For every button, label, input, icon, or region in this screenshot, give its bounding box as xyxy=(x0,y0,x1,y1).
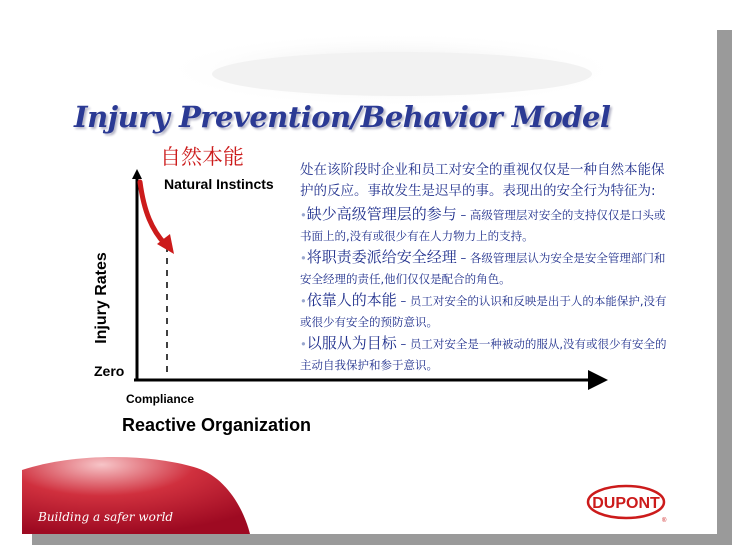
bullet-description: 各级管理层认为安全是安全管理部门和安全经理的责任,他们仅仅是配合的角色。 xyxy=(300,251,666,286)
natural-instincts-label: Natural Instincts xyxy=(164,176,274,192)
bullet-heading: 依靠人的本能 xyxy=(306,291,397,309)
reactive-organization-caption: Reactive Organization xyxy=(122,415,312,435)
bullet-description: 员工对安全的认识和反映是出于人的本能保护,没有或很少有安全的预防意识。 xyxy=(300,294,667,329)
bullet-heading: 将职责委派给安全经理 xyxy=(306,248,457,266)
intro-paragraph: 处在该阶段时企业和员工对安全的重视仅仅是一种自然本能保护的反应。事故发生是迟早的事。表现出的安全行为特征为: xyxy=(300,162,665,199)
chinese-label: 自然本能 xyxy=(160,145,244,169)
zero-label: Zero xyxy=(94,363,125,379)
dupont-logo xyxy=(586,483,668,523)
logo-text: DUPONT xyxy=(592,495,660,512)
footer-tagline: Building a safer world xyxy=(38,510,174,524)
bullet-item: •依靠人的本能 – 员工对安全的认识和反映是出于人的本能保护,没有或很少有安全的预防意识。 xyxy=(300,291,667,329)
compliance-label: Compliance xyxy=(126,392,195,406)
slide-title: Injury Prevention/Behavior Model xyxy=(74,100,611,134)
bullet-description: 员工对安全是一种被动的服从,没有或很少有安全的主动自我保护和参于意识。 xyxy=(300,337,667,372)
description-text xyxy=(300,160,672,376)
bullet-item: •以服从为目标 – 员工对安全是一种被动的服从,没有或很少有安全的主动自我保护和参于意识。 xyxy=(300,334,667,372)
slide xyxy=(22,22,717,534)
registered-mark: ® xyxy=(662,518,667,523)
y-axis-label: Injury Rates xyxy=(93,252,110,344)
bullet-heading: 以服从为目标 xyxy=(306,334,397,352)
bullet-item: •缺少高级管理层的参与 – 高级管理层对安全的支持仅仅是口头或书面上的,没有或很少有在人力物力上的支持。 xyxy=(300,205,666,243)
bullet-heading: 缺少高级管理层的参与 xyxy=(306,205,457,223)
bullet-description: 高级管理层对安全的支持仅仅是口头或书面上的,没有或很少有在人力物力上的支持。 xyxy=(300,208,666,243)
bullet-item: •将职责委派给安全经理 – 各级管理层认为安全是安全管理部门和安全经理的责任,他们仅仅是配合的角色。 xyxy=(300,248,666,286)
